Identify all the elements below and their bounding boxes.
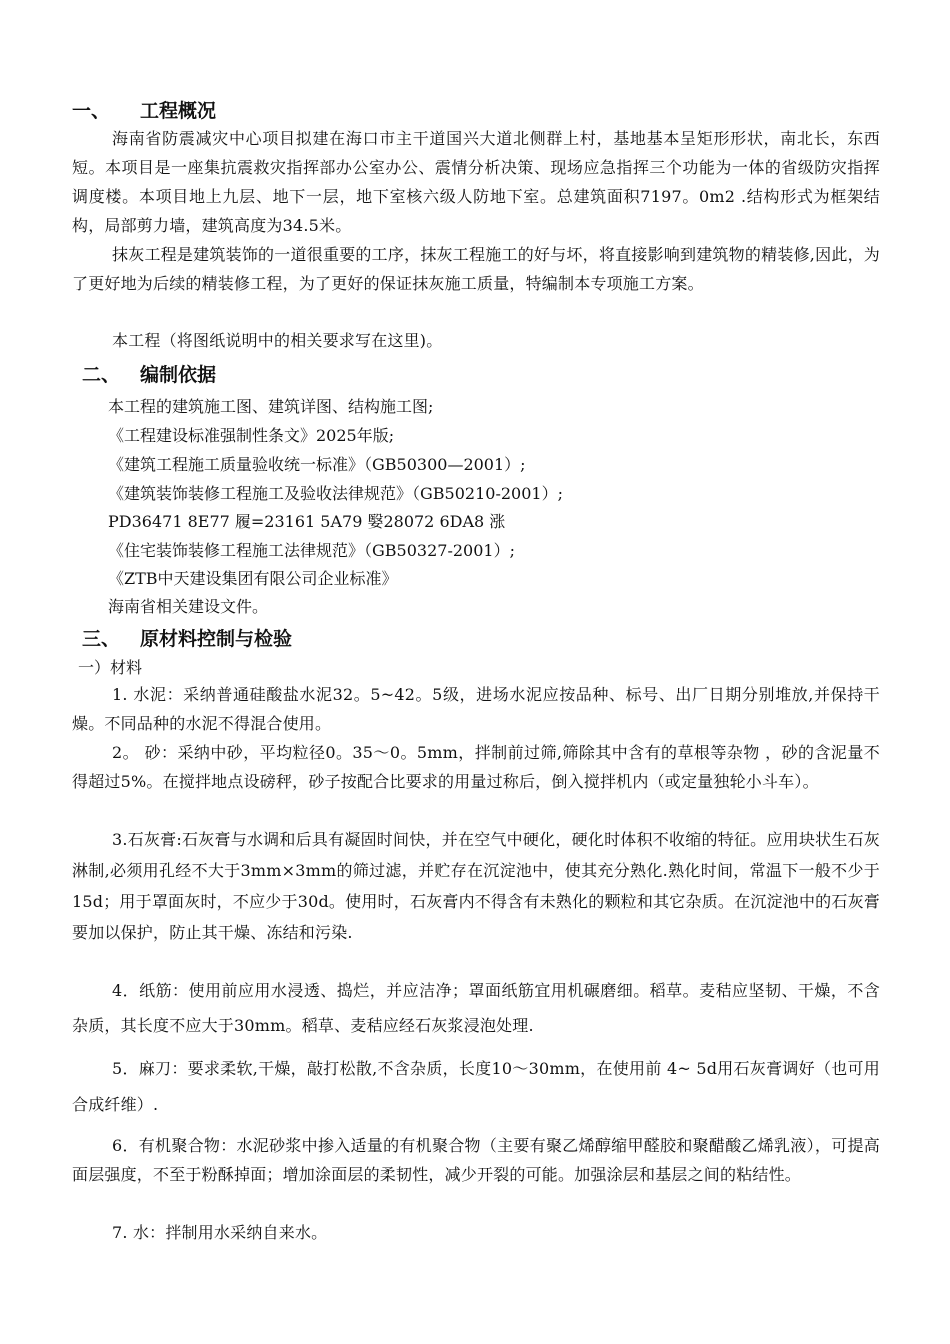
material-item: 7. 水：拌制用水采纳自来水。 <box>112 1223 328 1242</box>
section-number: 二、 <box>82 364 121 386</box>
section-heading-3 <box>82 624 292 651</box>
material-item: 2。 砂：采纳中砂，平均粒径0。35～0。5mm，拌制前过筛,筛除其中含有的草根等杂物 ，砂的含泥量不得超过5%。在搅拌地点设磅秤，砂子按配合比要求的用量过称后，倒入搅拌机内（或定量独轮小斗车）。 <box>72 743 880 791</box>
section-number: 一、 <box>72 100 111 122</box>
material-item: 3.石灰膏:石灰膏与水调和后具有凝固时间快，并在空气中硬化，硬化时体积不收缩的特征。应用块状生石灰淋制,必须用孔经不大于3mm×3mm的筛过滤，并贮存在沉淀池中，使其充分熟化.熟化时间，常温下一般不少于15d；用于罩面灰时，不应少于30d。使用时，石灰膏内不得含有未熟化的颗粒和其它杂质。在沉淀池中的石灰膏要加以保护，防止其干燥、冻结和污染. <box>72 830 880 942</box>
section-heading-1 <box>72 96 216 123</box>
reference-line: 《建筑工程施工质量验收统一标准》（GB50300—2001）; <box>108 455 526 474</box>
subheading-materials: 一）材料 <box>78 658 143 677</box>
reference-line: 《住宅装饰装修工程施工法律规范》（GB50327-2001）; <box>108 541 515 560</box>
paragraph: 抹灰工程是建筑装饰的一道很重要的工序，抹灰工程施工的好与坏，将直接影响到建筑物的精装修,因此，为了更好地为后续的精装修工程，为了更好的保证抹灰施工质量，特编制本专项施工方案。 <box>72 245 880 293</box>
reference-line: 《工程建设标准强制性条文》2025年版; <box>108 426 395 445</box>
reference-line: 《ZTB中天建设集团有限公司企业标准》 <box>108 569 398 588</box>
material-item: 6．有机聚合物：水泥砂浆中掺入适量的有机聚合物（主要有聚乙烯醇缩甲醛胶和聚醋酸乙烯乳液），可提高面层强度，不至于粉酥掉面；增加涂面层的柔韧性，减少开裂的可能。加强涂层和基层之间的粘结性。 <box>72 1136 880 1184</box>
section-number: 三、 <box>82 628 121 650</box>
section-title: 原材料控制与检验 <box>140 628 293 650</box>
section-title: 工程概况 <box>140 100 217 122</box>
material-item: 1. 水泥：采纳普通硅酸盐水泥32。5~42。5级，进场水泥应按品种、标号、出厂日期分别堆放,并保持干燥。不同品种的水泥不得混合使用。 <box>72 685 880 733</box>
paragraph: 本工程（将图纸说明中的相关要求写在这里)。 <box>112 331 443 350</box>
reference-line: 《建筑装饰装修工程施工及验收法律规范》（GB50210-2001）; <box>108 484 563 503</box>
paragraph: 海南省防震减灾中心项目拟建在海口市主干道国兴大道北侧群上村，基地基本呈矩形形状，南北长，东西短。本项目是一座集抗震救灾指挥部办公室办公、震情分析决策、现场应急指挥三个功能为一体的省级防灾指挥调度楼。本项目地上九层、地下一层，地下室核六级人防地下室。总建筑面积7197。0m2 .结构形式为框架结构，局部剪力墙，建筑高度为34.5米。 <box>72 129 880 235</box>
material-item: 5．麻刀：要求柔软,干燥，敲打松散,不含杂质，长度10～30mm，在使用前 4~ 5d用石灰膏调好（也可用合成纤维）. <box>72 1059 880 1114</box>
reference-line: 本工程的建筑施工图、建筑详图、结构施工图; <box>108 397 434 416</box>
reference-line: PD36471 8E77 履=23161 5A79 嫛28072 6DA8 涨 <box>108 512 506 531</box>
section-title: 编制依据 <box>140 364 217 386</box>
reference-line: 海南省相关建设文件。 <box>108 597 269 616</box>
material-item: 4．纸筋：使用前应用水浸透、捣烂，并应洁净；罩面纸筋宜用机碾磨细。稻草。麦秸应坚韧、干燥，不含杂质，其长度不应大于30mm。稻草、麦秸应经石灰浆浸泡处理. <box>72 981 880 1035</box>
section-heading-2 <box>82 360 216 387</box>
